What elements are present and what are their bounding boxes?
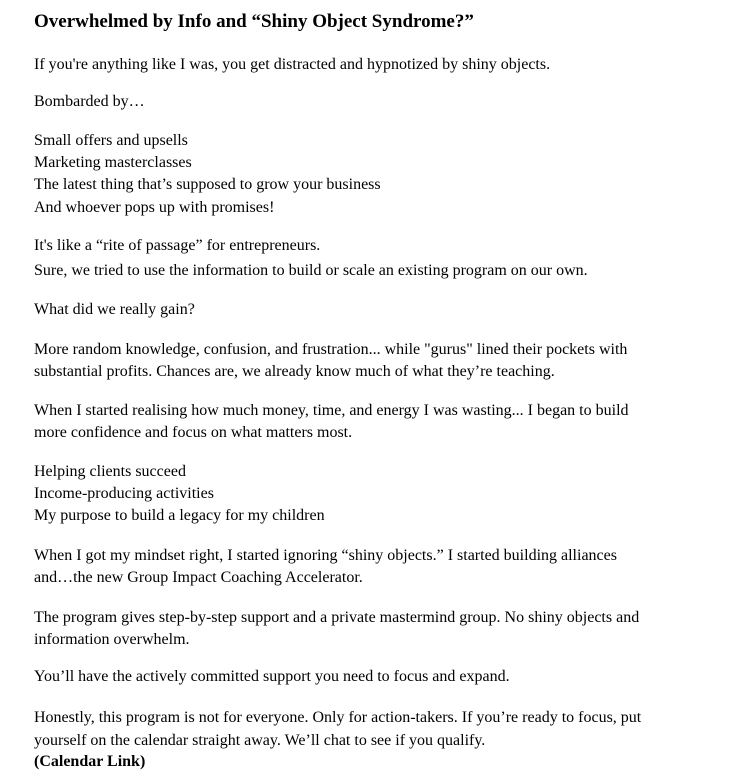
list-item: Income-producing activities bbox=[34, 485, 214, 502]
list-item: Helping clients succeed bbox=[34, 463, 186, 480]
list-item: Small offers and upsells bbox=[34, 132, 188, 149]
intro-paragraph: If you're anything like I was, you get distracted and hypnotized by shiny objects. bbox=[34, 56, 551, 73]
rite-paragraph: It's like a “rite of passage” for entrepreneurs. bbox=[34, 237, 321, 254]
mindset-paragraph-line: and…the new Group Impact Coaching Accelerator. bbox=[34, 569, 363, 586]
page-title: Overwhelmed by Info and “Shiny Object Syndrome?” bbox=[34, 11, 474, 32]
list-item: And whoever pops up with promises! bbox=[34, 199, 275, 216]
list-item: My purpose to build a legacy for my children bbox=[34, 507, 325, 524]
program-paragraph-line: information overwhelm. bbox=[34, 631, 190, 648]
realising-paragraph-line: When I started realising how much money, time, and energy I was wasting... I began to build bbox=[34, 402, 629, 419]
honestly-paragraph-line: Honestly, this program is not for everyone. Only for action-takers. If you’re ready to focus, put bbox=[34, 709, 642, 726]
calendar-link[interactable]: (Calendar Link) bbox=[34, 753, 146, 770]
random-paragraph-line: More random knowledge, confusion, and frustration... while "gurus" lined their pockets with bbox=[34, 341, 628, 358]
list-item: The latest thing that’s supposed to grow your business bbox=[34, 176, 381, 193]
support-paragraph: You’ll have the actively committed support you need to focus and expand. bbox=[34, 668, 510, 685]
mindset-paragraph-line: When I got my mindset right, I started ignoring “shiny objects.” I started building alliances bbox=[34, 547, 617, 564]
random-paragraph-line: substantial profits. Chances are, we already know much of what they’re teaching. bbox=[34, 363, 555, 380]
gain-question: What did we really gain? bbox=[34, 301, 195, 318]
honestly-paragraph-line: yourself on the calendar straight away. We’ll chat to see if you qualify. bbox=[34, 732, 486, 749]
list-item: Marketing masterclasses bbox=[34, 154, 192, 171]
bombarded-heading: Bombarded by… bbox=[34, 93, 145, 110]
program-paragraph-line: The program gives step-by-step support and a private mastermind group. No shiny objects and bbox=[34, 609, 640, 626]
realising-paragraph-line: more confidence and focus on what matters most. bbox=[34, 424, 353, 441]
tried-paragraph: Sure, we tried to use the information to build or scale an existing program on our own. bbox=[34, 262, 588, 279]
